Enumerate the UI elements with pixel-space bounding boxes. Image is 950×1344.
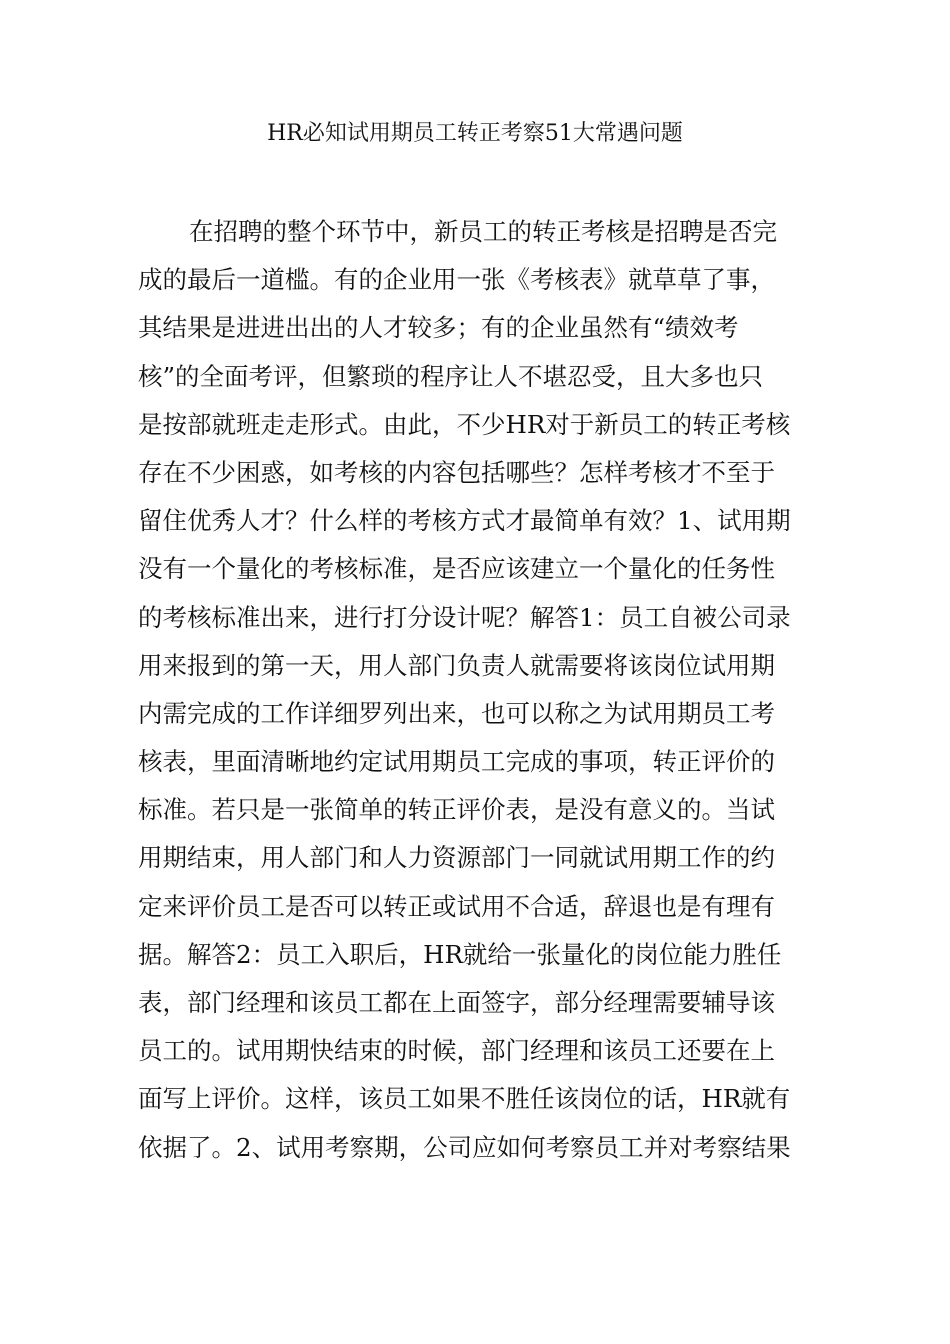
body-line: 留住优秀人才？什么样的考核方式才最简单有效？1、试用期: [138, 506, 791, 536]
document-body: [138, 208, 818, 1172]
body-line: 标准。若只是一张简单的转正评价表，是没有意义的。当试: [138, 795, 775, 825]
body-line: 在招聘的整个环节中，新员工的转正考核是招聘是否完: [189, 217, 777, 246]
body-line: 据。解答2：员工入职后，HR就给一张量化的岗位能力胜任: [138, 939, 782, 969]
body-line: 面写上评价。这样，该员工如果不胜任该岗位的话，HR就有: [138, 1084, 791, 1114]
body-line: 其结果是进进出出的人才较多；有的企业虽然有“绩效考: [138, 313, 739, 343]
body-line: 用期结束，用人部门和人力资源部门一同就试用期工作的约: [138, 843, 775, 873]
body-line: 员工的。试用期快结束的时候，部门经理和该员工还要在上: [138, 1036, 775, 1066]
body-line: 用来报到的第一天，用人部门负责人就需要将该岗位试用期: [138, 650, 775, 680]
body-line: 核”的全面考评，但繁琐的程序让人不堪忍受，且大多也只: [138, 361, 764, 391]
body-line: 表，部门经理和该员工都在上面签字，部分经理需要辅导该: [138, 988, 775, 1017]
body-line: 是按部就班走走形式。由此，不少HR对于新员工的转正考核: [138, 409, 791, 439]
body-line: 的考核标准出来，进行打分设计呢？解答1：员工自被公司录: [138, 602, 791, 632]
document-title: HR必知试用期员工转正考察51大常遇问题: [267, 121, 683, 146]
body-line: 核表，里面清晰地约定试用期员工完成的事项，转正评价的: [138, 747, 775, 777]
body-line: 依据了。2、试用考察期，公司应如何考察员工并对考察结果: [138, 1132, 791, 1162]
body-line: 存在不少困惑，如考核的内容包括哪些？怎样考核才不至于: [138, 457, 775, 487]
body-line: 内需完成的工作详细罗列出来，也可以称之为试用期员工考: [138, 698, 775, 728]
body-line: 成的最后一道槛。有的企业用一张《考核表》就草草了事，: [138, 265, 775, 295]
body-line: 定来评价员工是否可以转正或试用不合适，辞退也是有理有: [138, 891, 775, 921]
body-line: 没有一个量化的考核标准，是否应该建立一个量化的任务性: [138, 554, 775, 584]
